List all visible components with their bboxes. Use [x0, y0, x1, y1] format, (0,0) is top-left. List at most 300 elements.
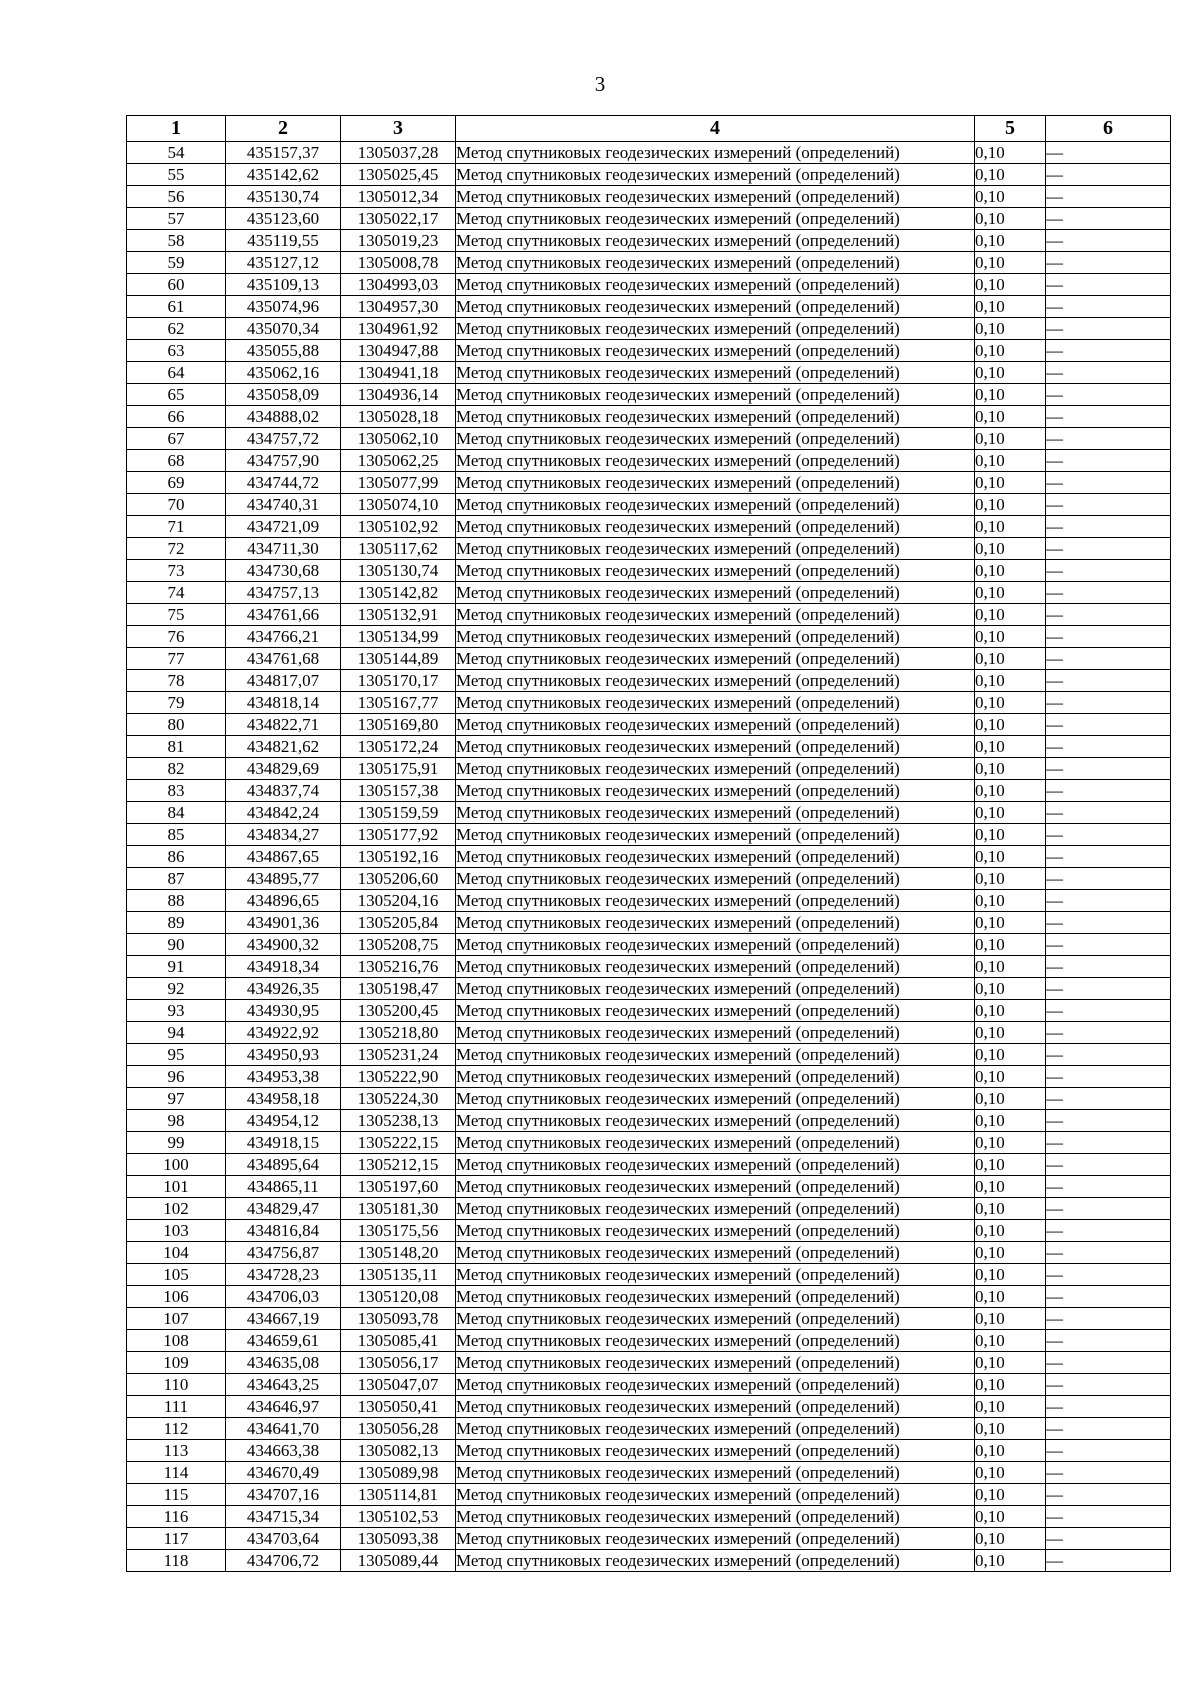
table-row — [127, 208, 1171, 230]
cell-coord-y: 1304993,03 — [341, 274, 456, 296]
cell-accuracy: 0,10 — [975, 868, 1046, 890]
cell-coord-x: 434895,64 — [226, 1154, 341, 1176]
cell-point-number: 108 — [127, 1330, 226, 1352]
cell-note: — — [1046, 274, 1171, 296]
cell-method: Метод спутниковых геодезических измерений (определений) — [456, 890, 975, 912]
cell-method: Метод спутниковых геодезических измерений (определений) — [456, 538, 975, 560]
cell-coord-y: 1304961,92 — [341, 318, 456, 340]
cell-note: — — [1046, 1088, 1171, 1110]
cell-coord-x: 434895,77 — [226, 868, 341, 890]
cell-method: Метод спутниковых геодезических измерений (определений) — [456, 1462, 975, 1484]
cell-method: Метод спутниковых геодезических измерений (определений) — [456, 1132, 975, 1154]
cell-coord-x: 434740,31 — [226, 494, 341, 516]
cell-coord-y: 1305159,59 — [341, 802, 456, 824]
cell-method: Метод спутниковых геодезических измерений (определений) — [456, 714, 975, 736]
table-row — [127, 670, 1171, 692]
cell-accuracy: 0,10 — [975, 824, 1046, 846]
table-row — [127, 604, 1171, 626]
cell-point-number: 72 — [127, 538, 226, 560]
cell-coord-x: 434950,93 — [226, 1044, 341, 1066]
cell-coord-y: 1305197,60 — [341, 1176, 456, 1198]
cell-coord-y: 1305025,45 — [341, 164, 456, 186]
cell-point-number: 105 — [127, 1264, 226, 1286]
cell-point-number: 109 — [127, 1352, 226, 1374]
cell-note: — — [1046, 1308, 1171, 1330]
cell-method: Метод спутниковых геодезических измерений (определений) — [456, 384, 975, 406]
cell-point-number: 86 — [127, 846, 226, 868]
cell-note: — — [1046, 802, 1171, 824]
cell-method: Метод спутниковых геодезических измерений (определений) — [456, 1176, 975, 1198]
cell-accuracy: 0,10 — [975, 1154, 1046, 1176]
table-row — [127, 1242, 1171, 1264]
cell-note: — — [1046, 472, 1171, 494]
cell-method: Метод спутниковых геодезических измерений (определений) — [456, 1044, 975, 1066]
cell-method: Метод спутниковых геодезических измерений (определений) — [456, 1066, 975, 1088]
table-row — [127, 1176, 1171, 1198]
cell-method: Метод спутниковых геодезических измерений (определений) — [456, 1330, 975, 1352]
cell-point-number: 68 — [127, 450, 226, 472]
cell-note: — — [1046, 670, 1171, 692]
cell-accuracy: 0,10 — [975, 1000, 1046, 1022]
cell-coord-y: 1304936,14 — [341, 384, 456, 406]
cell-method: Метод спутниковых геодезических измерений (определений) — [456, 1264, 975, 1286]
cell-accuracy: 0,10 — [975, 1484, 1046, 1506]
cell-coord-x: 435127,12 — [226, 252, 341, 274]
cell-point-number: 64 — [127, 362, 226, 384]
cell-coord-y: 1305157,38 — [341, 780, 456, 802]
cell-coord-y: 1305102,53 — [341, 1506, 456, 1528]
cell-note: — — [1046, 1242, 1171, 1264]
cell-coord-y: 1305218,80 — [341, 1022, 456, 1044]
cell-point-number: 91 — [127, 956, 226, 978]
cell-coord-x: 435055,88 — [226, 340, 341, 362]
table-row — [127, 318, 1171, 340]
cell-coord-y: 1305224,30 — [341, 1088, 456, 1110]
table-row — [127, 538, 1171, 560]
cell-coord-y: 1305135,11 — [341, 1264, 456, 1286]
cell-point-number: 115 — [127, 1484, 226, 1506]
cell-note: — — [1046, 1330, 1171, 1352]
cell-point-number: 111 — [127, 1396, 226, 1418]
table-row — [127, 340, 1171, 362]
cell-note: — — [1046, 428, 1171, 450]
cell-point-number: 88 — [127, 890, 226, 912]
cell-note: — — [1046, 230, 1171, 252]
table-row — [127, 230, 1171, 252]
cell-note: — — [1046, 1374, 1171, 1396]
cell-point-number: 60 — [127, 274, 226, 296]
cell-accuracy: 0,10 — [975, 934, 1046, 956]
cell-method: Метод спутниковых геодезических измерений (определений) — [456, 450, 975, 472]
cell-note: — — [1046, 450, 1171, 472]
cell-note: — — [1046, 186, 1171, 208]
cell-note: — — [1046, 626, 1171, 648]
cell-coord-y: 1305175,91 — [341, 758, 456, 780]
cell-note: — — [1046, 692, 1171, 714]
cell-accuracy: 0,10 — [975, 1110, 1046, 1132]
cell-point-number: 90 — [127, 934, 226, 956]
cell-point-number: 107 — [127, 1308, 226, 1330]
cell-coord-y: 1305019,23 — [341, 230, 456, 252]
cell-coord-y: 1305117,62 — [341, 538, 456, 560]
cell-method: Метод спутниковых геодезических измерений (определений) — [456, 582, 975, 604]
cell-coord-x: 434822,71 — [226, 714, 341, 736]
table-row — [127, 450, 1171, 472]
cell-coord-x: 434766,21 — [226, 626, 341, 648]
cell-point-number: 70 — [127, 494, 226, 516]
cell-note: — — [1046, 494, 1171, 516]
cell-coord-x: 435130,74 — [226, 186, 341, 208]
cell-accuracy: 0,10 — [975, 1550, 1046, 1572]
cell-point-number: 116 — [127, 1506, 226, 1528]
cell-note: — — [1046, 406, 1171, 428]
cell-method: Метод спутниковых геодезических измерений (определений) — [456, 494, 975, 516]
table-row — [127, 1440, 1171, 1462]
cell-note: — — [1046, 252, 1171, 274]
cell-coord-x: 434663,38 — [226, 1440, 341, 1462]
cell-note: — — [1046, 1110, 1171, 1132]
cell-coord-y: 1305056,28 — [341, 1418, 456, 1440]
cell-coord-y: 1305222,15 — [341, 1132, 456, 1154]
cell-accuracy: 0,10 — [975, 1330, 1046, 1352]
cell-method: Метод спутниковых геодезических измерений (определений) — [456, 1352, 975, 1374]
table-row — [127, 1352, 1171, 1374]
cell-accuracy: 0,10 — [975, 560, 1046, 582]
cell-coord-x: 434918,34 — [226, 956, 341, 978]
cell-point-number: 84 — [127, 802, 226, 824]
cell-method: Метод спутниковых геодезических измерений (определений) — [456, 560, 975, 582]
cell-method: Метод спутниковых геодезических измерений (определений) — [456, 340, 975, 362]
cell-coord-y: 1305093,38 — [341, 1528, 456, 1550]
cell-point-number: 97 — [127, 1088, 226, 1110]
cell-point-number: 85 — [127, 824, 226, 846]
table-row — [127, 824, 1171, 846]
cell-method: Метод спутниковых геодезических измерений (определений) — [456, 208, 975, 230]
table-row — [127, 406, 1171, 428]
cell-note: — — [1046, 296, 1171, 318]
cell-accuracy: 0,10 — [975, 296, 1046, 318]
cell-coord-x: 434829,47 — [226, 1198, 341, 1220]
table-row — [127, 1462, 1171, 1484]
cell-method: Метод спутниковых геодезических измерений (определений) — [456, 230, 975, 252]
cell-coord-y: 1305216,76 — [341, 956, 456, 978]
cell-accuracy: 0,10 — [975, 1242, 1046, 1264]
cell-note: — — [1046, 714, 1171, 736]
cell-accuracy: 0,10 — [975, 670, 1046, 692]
table-row — [127, 1506, 1171, 1528]
cell-coord-y: 1305142,82 — [341, 582, 456, 604]
cell-accuracy: 0,10 — [975, 186, 1046, 208]
cell-coord-y: 1305134,99 — [341, 626, 456, 648]
cell-method: Метод спутниковых геодезических измерений (определений) — [456, 1374, 975, 1396]
cell-note: — — [1046, 1154, 1171, 1176]
cell-coord-x: 434900,32 — [226, 934, 341, 956]
cell-coord-x: 434670,49 — [226, 1462, 341, 1484]
table-row — [127, 978, 1171, 1000]
cell-method: Метод спутниковых геодезических измерений (определений) — [456, 274, 975, 296]
table-row — [127, 472, 1171, 494]
cell-point-number: 78 — [127, 670, 226, 692]
cell-note: — — [1046, 1000, 1171, 1022]
cell-accuracy: 0,10 — [975, 1396, 1046, 1418]
cell-point-number: 67 — [127, 428, 226, 450]
cell-note: — — [1046, 1484, 1171, 1506]
cell-method: Метод спутниковых геодезических измерений (определений) — [456, 846, 975, 868]
cell-accuracy: 0,10 — [975, 208, 1046, 230]
cell-coord-x: 435119,55 — [226, 230, 341, 252]
cell-point-number: 69 — [127, 472, 226, 494]
cell-method: Метод спутниковых геодезических измерений (определений) — [456, 1154, 975, 1176]
cell-coord-y: 1305175,56 — [341, 1220, 456, 1242]
header-col-3: 3 — [341, 116, 456, 142]
cell-coord-y: 1305077,99 — [341, 472, 456, 494]
cell-note: — — [1046, 1418, 1171, 1440]
table-row — [127, 274, 1171, 296]
cell-method: Метод спутниковых геодезических измерений (определений) — [456, 758, 975, 780]
cell-point-number: 93 — [127, 1000, 226, 1022]
cell-coord-y: 1305062,10 — [341, 428, 456, 450]
cell-note: — — [1046, 164, 1171, 186]
cell-accuracy: 0,10 — [975, 1132, 1046, 1154]
cell-method: Метод спутниковых геодезических измерений (определений) — [456, 142, 975, 164]
cell-coord-x: 434761,68 — [226, 648, 341, 670]
cell-point-number: 74 — [127, 582, 226, 604]
cell-method: Метод спутниковых геодезических измерений (определений) — [456, 978, 975, 1000]
cell-method: Метод спутниковых геодезических измерений (определений) — [456, 1242, 975, 1264]
cell-note: — — [1046, 560, 1171, 582]
cell-point-number: 83 — [127, 780, 226, 802]
header-col-2: 2 — [226, 116, 341, 142]
cell-point-number: 54 — [127, 142, 226, 164]
cell-accuracy: 0,10 — [975, 1308, 1046, 1330]
cell-accuracy: 0,10 — [975, 450, 1046, 472]
cell-accuracy: 0,10 — [975, 1528, 1046, 1550]
cell-point-number: 71 — [127, 516, 226, 538]
cell-coord-x: 434816,84 — [226, 1220, 341, 1242]
coordinates-table — [126, 115, 1171, 1572]
cell-coord-y: 1305089,98 — [341, 1462, 456, 1484]
cell-accuracy: 0,10 — [975, 846, 1046, 868]
cell-accuracy: 0,10 — [975, 1374, 1046, 1396]
table-row — [127, 142, 1171, 164]
cell-method: Метод спутниковых геодезических измерений (определений) — [456, 318, 975, 340]
cell-coord-y: 1305238,13 — [341, 1110, 456, 1132]
cell-coord-x: 434641,70 — [226, 1418, 341, 1440]
table-row — [127, 890, 1171, 912]
cell-coord-y: 1305206,60 — [341, 868, 456, 890]
table-row — [127, 494, 1171, 516]
cell-method: Метод спутниковых геодезических измерений (определений) — [456, 1506, 975, 1528]
table-body — [127, 142, 1171, 1572]
cell-accuracy: 0,10 — [975, 1198, 1046, 1220]
cell-coord-x: 434930,95 — [226, 1000, 341, 1022]
cell-accuracy: 0,10 — [975, 1462, 1046, 1484]
table-row — [127, 516, 1171, 538]
cell-coord-x: 434721,09 — [226, 516, 341, 538]
table-row — [127, 692, 1171, 714]
cell-coord-x: 434865,11 — [226, 1176, 341, 1198]
cell-method: Метод спутниковых геодезических измерений (определений) — [456, 626, 975, 648]
cell-note: — — [1046, 1264, 1171, 1286]
cell-coord-y: 1305037,28 — [341, 142, 456, 164]
cell-accuracy: 0,10 — [975, 428, 1046, 450]
cell-method: Метод спутниковых геодезических измерений (определений) — [456, 736, 975, 758]
cell-point-number: 113 — [127, 1440, 226, 1462]
cell-method: Метод спутниковых геодезических измерений (определений) — [456, 802, 975, 824]
cell-point-number: 57 — [127, 208, 226, 230]
cell-note: — — [1046, 1440, 1171, 1462]
cell-coord-x: 434706,72 — [226, 1550, 341, 1572]
cell-point-number: 118 — [127, 1550, 226, 1572]
cell-point-number: 82 — [127, 758, 226, 780]
header-col-4: 4 — [456, 116, 975, 142]
cell-note: — — [1046, 208, 1171, 230]
cell-note: — — [1046, 1286, 1171, 1308]
cell-accuracy: 0,10 — [975, 384, 1046, 406]
cell-note: — — [1046, 516, 1171, 538]
cell-note: — — [1046, 868, 1171, 890]
cell-coord-x: 434953,38 — [226, 1066, 341, 1088]
cell-accuracy: 0,10 — [975, 538, 1046, 560]
cell-accuracy: 0,10 — [975, 604, 1046, 626]
table-row — [127, 956, 1171, 978]
table-row — [127, 1374, 1171, 1396]
table-row — [127, 714, 1171, 736]
cell-accuracy: 0,10 — [975, 890, 1046, 912]
cell-point-number: 95 — [127, 1044, 226, 1066]
table-row — [127, 1528, 1171, 1550]
cell-method: Метод спутниковых геодезических измерений (определений) — [456, 186, 975, 208]
table-row — [127, 1022, 1171, 1044]
cell-coord-x: 434817,07 — [226, 670, 341, 692]
cell-accuracy: 0,10 — [975, 1352, 1046, 1374]
table-row — [127, 758, 1171, 780]
cell-coord-y: 1305169,80 — [341, 714, 456, 736]
cell-point-number: 106 — [127, 1286, 226, 1308]
cell-note: — — [1046, 758, 1171, 780]
cell-note: — — [1046, 1220, 1171, 1242]
table-row — [127, 912, 1171, 934]
cell-coord-x: 434901,36 — [226, 912, 341, 934]
cell-coord-x: 434715,34 — [226, 1506, 341, 1528]
cell-method: Метод спутниковых геодезических измерений (определений) — [456, 296, 975, 318]
cell-note: — — [1046, 1176, 1171, 1198]
table-row — [127, 296, 1171, 318]
cell-coord-y: 1304941,18 — [341, 362, 456, 384]
table-row — [127, 1088, 1171, 1110]
cell-coord-y: 1305022,17 — [341, 208, 456, 230]
cell-coord-y: 1305008,78 — [341, 252, 456, 274]
cell-note: — — [1046, 648, 1171, 670]
cell-note: — — [1046, 1528, 1171, 1550]
cell-coord-y: 1305056,17 — [341, 1352, 456, 1374]
cell-method: Метод спутниковых геодезических измерений (определений) — [456, 1396, 975, 1418]
cell-accuracy: 0,10 — [975, 1286, 1046, 1308]
cell-coord-x: 435074,96 — [226, 296, 341, 318]
cell-method: Метод спутниковых геодезических измерений (определений) — [456, 824, 975, 846]
cell-accuracy: 0,10 — [975, 780, 1046, 802]
cell-method: Метод спутниковых геодезических измерений (определений) — [456, 252, 975, 274]
cell-coord-y: 1305231,24 — [341, 1044, 456, 1066]
cell-method: Метод спутниковых геодезических измерений (определений) — [456, 956, 975, 978]
cell-method: Метод спутниковых геодезических измерений (определений) — [456, 1286, 975, 1308]
cell-point-number: 92 — [127, 978, 226, 1000]
cell-point-number: 102 — [127, 1198, 226, 1220]
cell-method: Метод спутниковых геодезических измерений (определений) — [456, 648, 975, 670]
cell-point-number: 79 — [127, 692, 226, 714]
cell-coord-y: 1305132,91 — [341, 604, 456, 626]
cell-point-number: 103 — [127, 1220, 226, 1242]
cell-point-number: 66 — [127, 406, 226, 428]
cell-point-number: 56 — [127, 186, 226, 208]
cell-coord-x: 434711,30 — [226, 538, 341, 560]
cell-method: Метод спутниковых геодезических измерений (определений) — [456, 934, 975, 956]
cell-method: Метод спутниковых геодезических измерений (определений) — [456, 604, 975, 626]
cell-point-number: 61 — [127, 296, 226, 318]
cell-method: Метод спутниковых геодезических измерений (определений) — [456, 780, 975, 802]
cell-coord-x: 434707,16 — [226, 1484, 341, 1506]
cell-coord-y: 1305120,08 — [341, 1286, 456, 1308]
cell-point-number: 63 — [127, 340, 226, 362]
cell-accuracy: 0,10 — [975, 142, 1046, 164]
cell-note: — — [1046, 956, 1171, 978]
cell-accuracy: 0,10 — [975, 1220, 1046, 1242]
cell-note: — — [1046, 890, 1171, 912]
cell-coord-x: 434922,92 — [226, 1022, 341, 1044]
cell-point-number: 76 — [127, 626, 226, 648]
cell-coord-x: 435109,13 — [226, 274, 341, 296]
table-row — [127, 1286, 1171, 1308]
cell-method: Метод спутниковых геодезических измерений (определений) — [456, 406, 975, 428]
cell-coord-x: 434896,65 — [226, 890, 341, 912]
cell-accuracy: 0,10 — [975, 494, 1046, 516]
cell-note: — — [1046, 1396, 1171, 1418]
cell-coord-y: 1305208,75 — [341, 934, 456, 956]
cell-coord-y: 1305192,16 — [341, 846, 456, 868]
table-row — [127, 626, 1171, 648]
table-row — [127, 1154, 1171, 1176]
cell-coord-x: 434954,12 — [226, 1110, 341, 1132]
cell-point-number: 99 — [127, 1132, 226, 1154]
cell-coord-x: 434958,18 — [226, 1088, 341, 1110]
header-col-6: 6 — [1046, 116, 1171, 142]
cell-coord-y: 1305047,07 — [341, 1374, 456, 1396]
cell-method: Метод спутниковых геодезических измерений (определений) — [456, 1308, 975, 1330]
cell-coord-x: 434761,66 — [226, 604, 341, 626]
cell-coord-x: 434757,72 — [226, 428, 341, 450]
cell-note: — — [1046, 912, 1171, 934]
cell-accuracy: 0,10 — [975, 692, 1046, 714]
cell-accuracy: 0,10 — [975, 978, 1046, 1000]
cell-method: Метод спутниковых геодезических измерений (определений) — [456, 912, 975, 934]
cell-note: — — [1046, 1198, 1171, 1220]
cell-point-number: 80 — [127, 714, 226, 736]
cell-point-number: 98 — [127, 1110, 226, 1132]
cell-method: Метод спутниковых геодезических измерений (определений) — [456, 1110, 975, 1132]
table-row — [127, 582, 1171, 604]
cell-point-number: 100 — [127, 1154, 226, 1176]
cell-accuracy: 0,10 — [975, 736, 1046, 758]
table-row — [127, 560, 1171, 582]
cell-accuracy: 0,10 — [975, 1022, 1046, 1044]
cell-point-number: 101 — [127, 1176, 226, 1198]
cell-coord-x: 434643,25 — [226, 1374, 341, 1396]
table-row — [127, 1000, 1171, 1022]
cell-coord-y: 1305200,45 — [341, 1000, 456, 1022]
cell-coord-y: 1305167,77 — [341, 692, 456, 714]
cell-accuracy: 0,10 — [975, 714, 1046, 736]
cell-accuracy: 0,10 — [975, 340, 1046, 362]
